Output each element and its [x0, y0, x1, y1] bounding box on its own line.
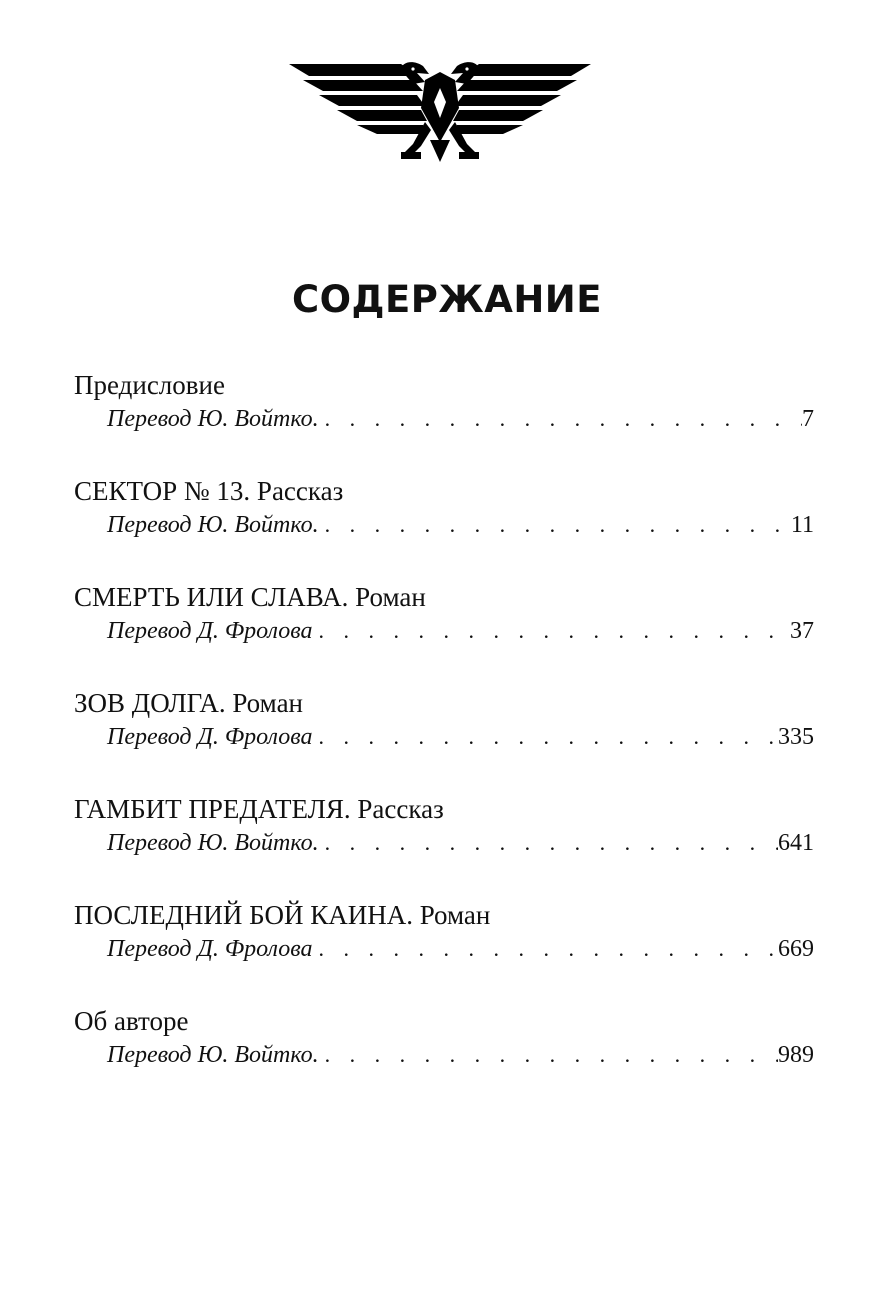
dot-leader — [319, 402, 802, 436]
toc-entry-translator: Перевод Д. Фролова — [107, 724, 313, 750]
toc-entry — [74, 1000, 814, 1106]
toc-entry-title: Предисловие — [74, 370, 225, 400]
toc-entry-page-number: 641 — [778, 830, 814, 856]
toc-entry-line — [107, 826, 814, 860]
dot-leader — [319, 1038, 778, 1072]
toc-entry-title: Об авторе — [74, 1006, 189, 1036]
table-of-contents — [74, 364, 814, 1106]
toc-entry — [74, 364, 814, 470]
imperial-eagle-icon — [289, 60, 591, 164]
toc-entry-translator: Перевод Д. Фролова — [107, 936, 313, 962]
toc-entry — [74, 894, 814, 1000]
toc-entry-translator: Перевод Д. Фролова — [107, 618, 313, 644]
toc-entry-translator: Перевод Ю. Войтко. — [107, 1042, 319, 1068]
toc-entry-line — [107, 932, 814, 966]
dot-leader — [313, 720, 778, 754]
toc-entry-page-number: 669 — [778, 936, 814, 962]
page-title: СОДЕРЖАНИЕ — [291, 278, 603, 321]
toc-entry-page-number: 7 — [802, 406, 814, 432]
toc-entry-translator: Перевод Ю. Войтко. — [107, 830, 319, 856]
dot-leader — [313, 932, 778, 966]
toc-entry-page-number: 335 — [778, 724, 814, 750]
toc-entry-line — [107, 402, 814, 436]
toc-entry-page-number: 37 — [790, 618, 814, 644]
dot-leader — [319, 826, 778, 860]
toc-entry-line — [107, 508, 814, 542]
toc-entry-line — [107, 614, 814, 648]
toc-entry — [74, 470, 814, 576]
toc-entry — [74, 682, 814, 788]
toc-entry-title: СМЕРТЬ ИЛИ СЛАВА. Роман — [74, 582, 426, 612]
toc-entry-title: СЕКТОР № 13. Рассказ — [74, 476, 344, 506]
toc-entry-page-number: 989 — [778, 1042, 814, 1068]
toc-entry-line — [107, 720, 814, 754]
toc-entry-translator: Перевод Ю. Войтко. — [107, 406, 319, 432]
toc-entry-title: ЗОВ ДОЛГА. Роман — [74, 688, 303, 718]
dot-leader — [313, 614, 790, 648]
toc-entry-title: ГАМБИТ ПРЕДАТЕЛЯ. Рассказ — [74, 794, 444, 824]
toc-entry-page-number: 11 — [790, 512, 814, 538]
toc-entry-title: ПОСЛЕДНИЙ БОЙ КАИНА. Роман — [74, 900, 491, 930]
toc-entry — [74, 576, 814, 682]
toc-entry — [74, 788, 814, 894]
toc-entry-translator: Перевод Ю. Войтко. — [107, 512, 319, 538]
toc-entry-line — [107, 1038, 814, 1072]
dot-leader — [319, 508, 791, 542]
